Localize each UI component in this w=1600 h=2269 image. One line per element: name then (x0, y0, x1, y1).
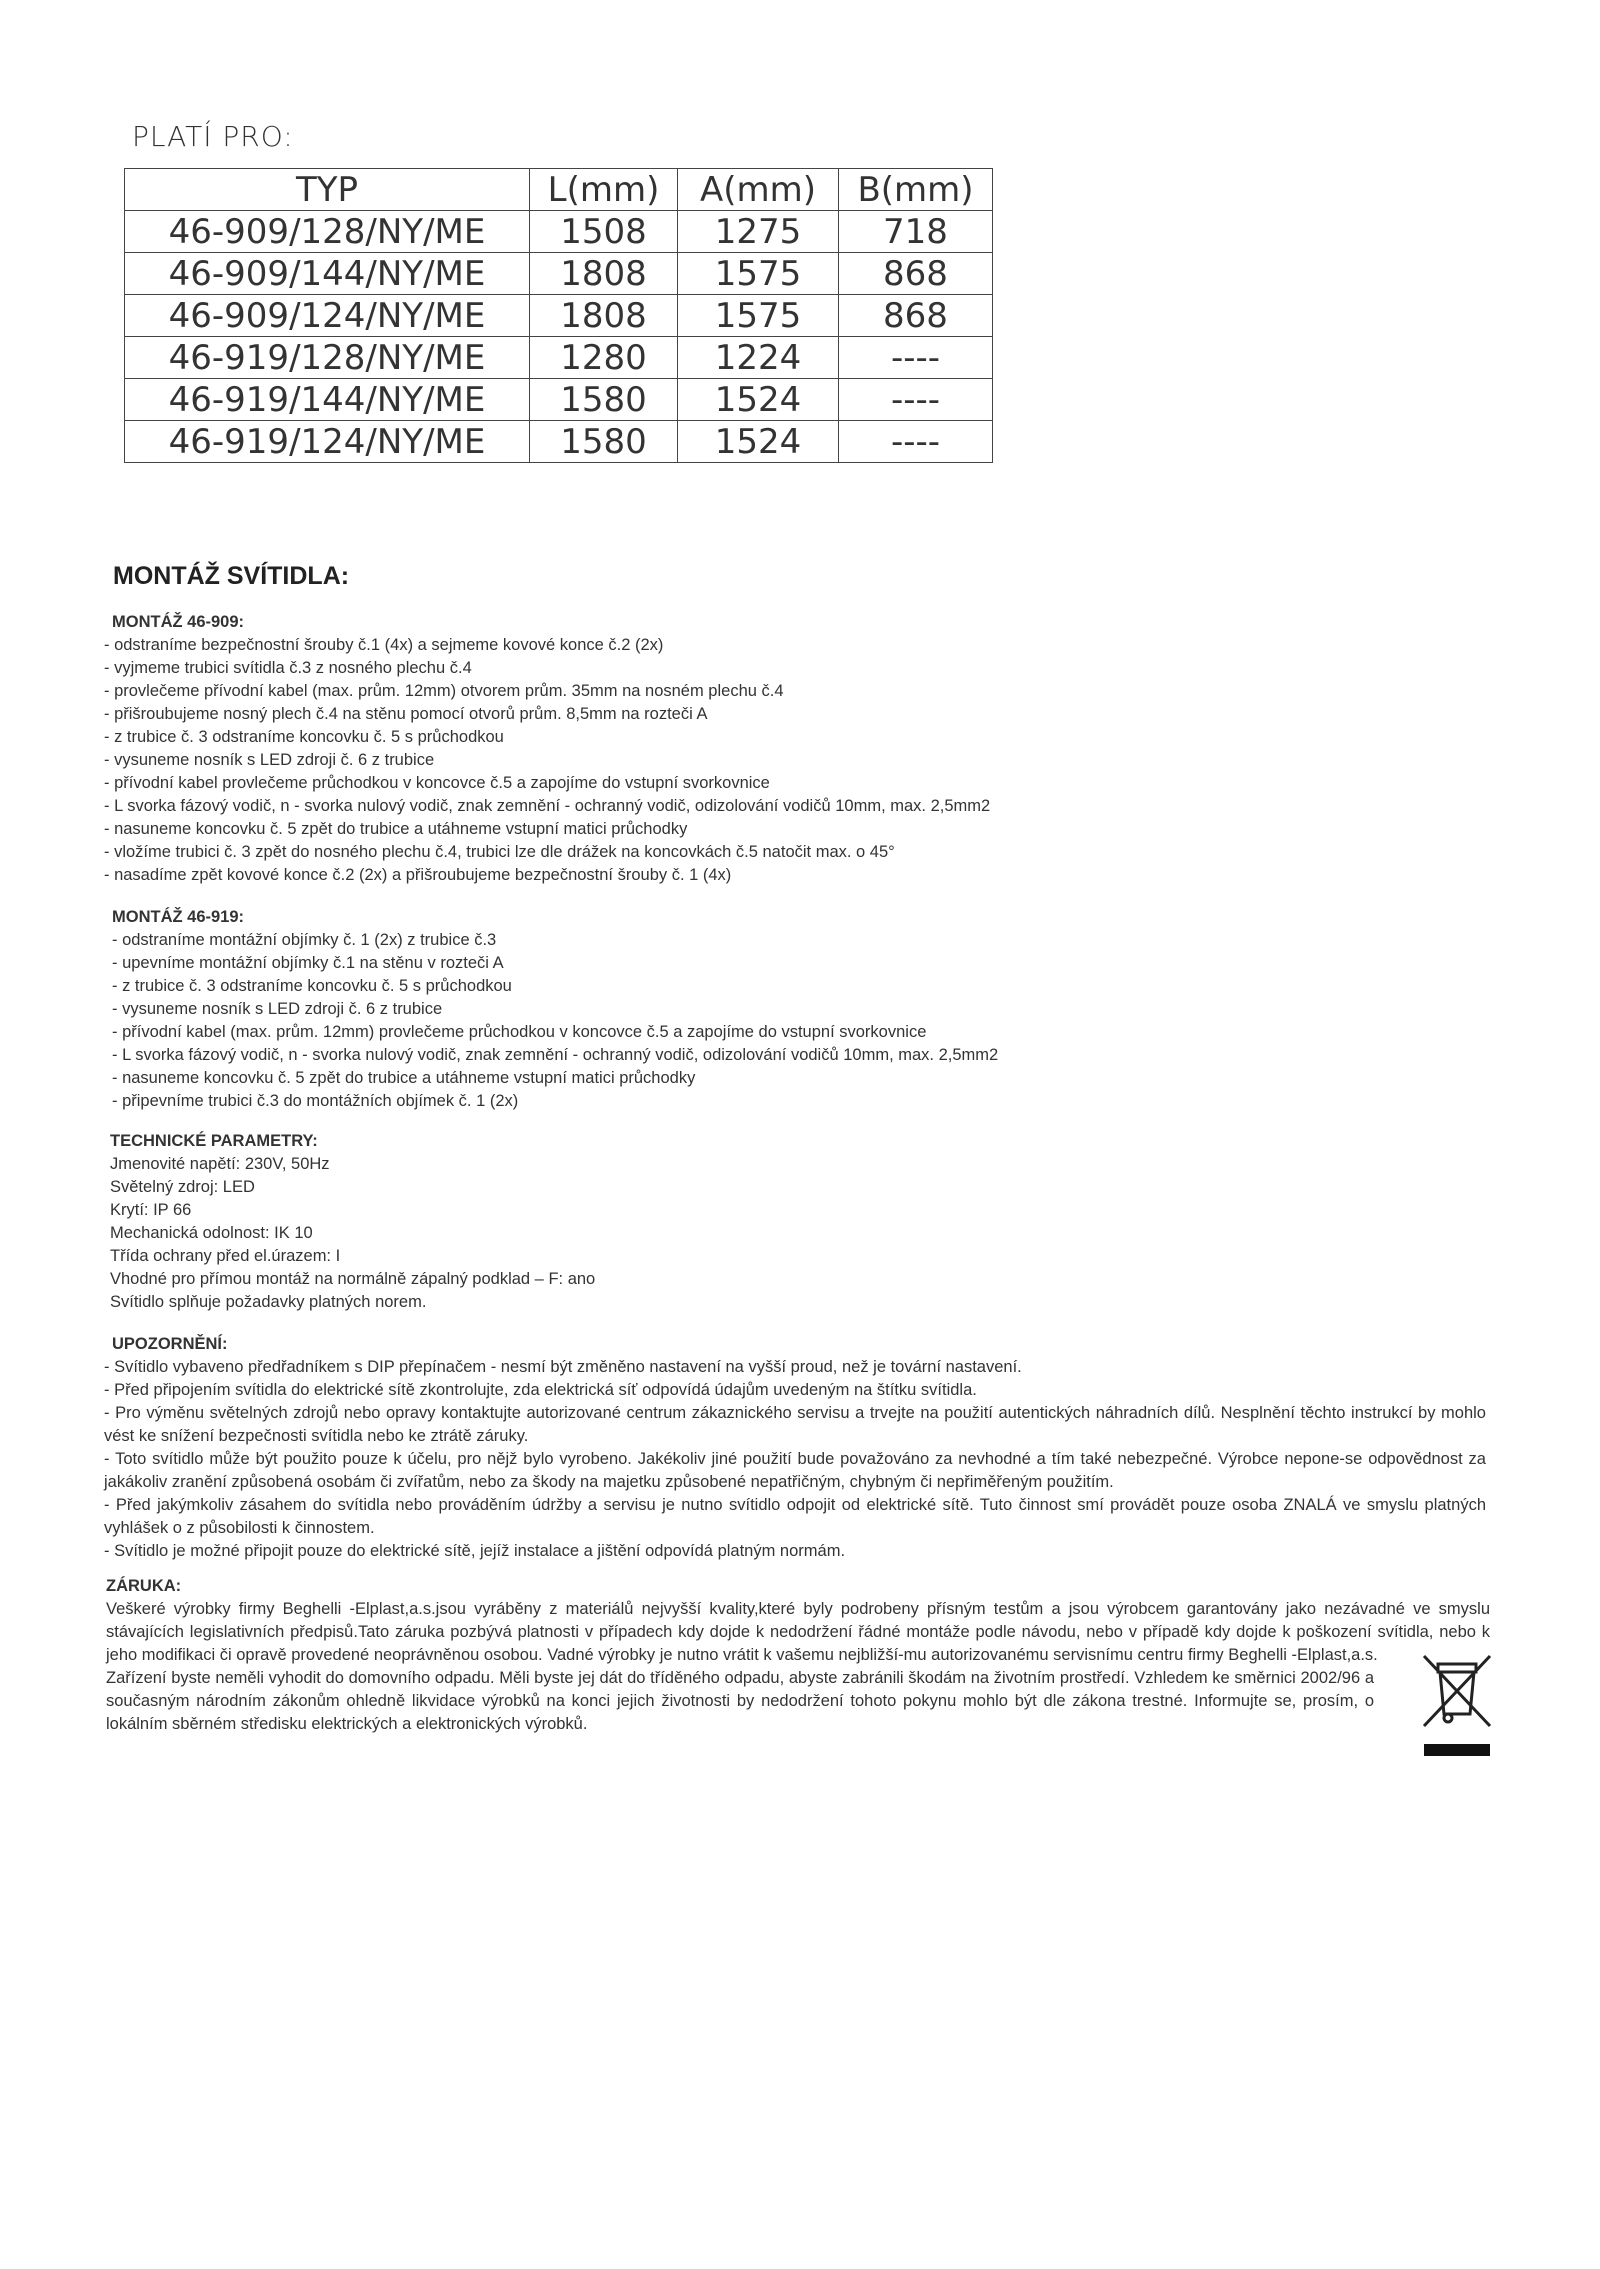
list-item: - vysuneme nosník s LED zdroji č. 6 z trubice (104, 751, 435, 769)
header-typ: TYP (125, 169, 530, 211)
table-row (125, 295, 993, 337)
list-item: - nasuneme koncovku č. 5 zpět do trubice a utáhneme vstupní matici průchodky (104, 820, 688, 838)
cell-b: ---- (839, 379, 993, 421)
list-item: - odstraníme bezpečnostní šrouby č.1 (4x) a sejmeme kovové konce č.2 (2x) (104, 636, 664, 654)
list-item: - z trubice č. 3 odstraníme koncovku č. 5 s průchodkou (104, 728, 504, 746)
cell-l: 1808 (530, 253, 678, 295)
cell-typ: 46-909/124/NY/ME (125, 295, 530, 337)
plati-pro-label: PLATÍ PRO: (132, 120, 294, 153)
param-item: Mechanická odolnost: IK 10 (110, 1224, 313, 1242)
cell-b: 868 (839, 253, 993, 295)
param-item: Světelný zdroj: LED (110, 1178, 255, 1196)
warranty-paragraph: Veškeré výrobky firmy Beghelli -Elplast,a.s.jsou vyráběny z materiálů nejvyšší kvality,které byly podrobeny přísným testům a jsou výrobcem garantovány jako nezávadné ve smyslu stávajících legislativních předpisů.Tato záruka pozbývá platnosti v případech kdy dojde k nedodržení řádné montáže podle návodu, nebo v případě kdy dojde k poškození svítidla, nebo k jeho modifikaci či opravě provedené neoprávněnou osobou. Vadné výrobky je nutno vrátit k vašemu nejbližší-mu autorizovanému servisnímu centru firmy Beghelli -Elplast,a.s. (106, 1600, 1490, 1664)
param-item: Třída ochrany před el.úrazem: I (110, 1247, 341, 1265)
warning-item: - Svítidlo je možné připojit pouze do elektrické sítě, jejíž instalace a jištění odpovídá platným normám. (104, 1542, 846, 1560)
cell-b: 718 (839, 211, 993, 253)
crossed-out-wheelie-bin-icon (1420, 1652, 1494, 1762)
header-l: L(mm) (530, 169, 678, 211)
param-item: Svítidlo splňuje požadavky platných norem. (110, 1293, 427, 1311)
cell-a: 1224 (678, 337, 839, 379)
list-item: - přívodní kabel (max. prům. 12mm) provlečeme průchodkou v koncovce č.5 a zapojíme do vstupní svorkovnice (112, 1023, 927, 1041)
header-b: B(mm) (839, 169, 993, 211)
section-title: MONTÁŽ 46-919: (112, 908, 245, 926)
table-header-row (125, 169, 993, 211)
cell-l: 1280 (530, 337, 678, 379)
disposal-paragraph: Zařízení byste neměli vyhodit do domovního odpadu. Měli byste jej dát do tříděného odpadu, abyste zabránili škodám na životním prostředí. Vzhledem ke směrnici 2002/96 a současným národním zákonům ohledně likvidace výrobků na konci jejich životnosti by nedodržení tohoto pokynu mohlo být dle zákona trestné. Informujte se, prosím, o lokálním sběrném středisku elektrických a elektronických výrobků. (106, 1669, 1374, 1733)
list-item: - provlečeme přívodní kabel (max. prům. 12mm) otvorem prům. 35mm na nosném plechu č.4 (104, 682, 784, 700)
section-title: TECHNICKÉ PARAMETRY: (110, 1132, 318, 1150)
list-item: - vysuneme nosník s LED zdroji č. 6 z trubice (112, 1000, 443, 1018)
table-row (125, 211, 993, 253)
list-item: - nasuneme koncovku č. 5 zpět do trubice a utáhneme vstupní matici průchodky (112, 1069, 696, 1087)
montaz-909-section (104, 611, 990, 887)
cell-typ: 46-919/124/NY/ME (125, 421, 530, 463)
warnings-section (104, 1333, 1486, 1563)
param-item: Vhodné pro přímou montáž na normálně zápalný podklad – F: ano (110, 1270, 596, 1288)
list-item: - přívodní kabel provlečeme průchodkou v koncovce č.5 a zapojíme do vstupní svorkovnice (104, 774, 770, 792)
cell-typ: 46-919/144/NY/ME (125, 379, 530, 421)
cell-typ: 46-909/144/NY/ME (125, 253, 530, 295)
cell-l: 1808 (530, 295, 678, 337)
header-a: A(mm) (678, 169, 839, 211)
warning-item: - Toto svítidlo může být použito pouze k účelu, pro nějž bylo vyrobeno. Jakékoliv jiné použití bude považováno za nevhodné a tím také nebezpečné. Výrobce nepone-se odpovědnost za jakákoliv zranění způsobená osobám či zvířatům, nebo za škody na majetku způsobené nepatřičným, chybným či nepřiměřeným použitím. (104, 1450, 1486, 1491)
list-item: - L svorka fázový vodič, n - svorka nulový vodič, znak zemnění - ochranný vodič, odizolování vodičů 10mm, max. 2,5mm2 (104, 797, 991, 815)
cell-b: ---- (839, 421, 993, 463)
cell-l: 1508 (530, 211, 678, 253)
table-row (125, 421, 993, 463)
list-item: - z trubice č. 3 odstraníme koncovku č. 5 s průchodkou (112, 977, 512, 995)
param-item: Jmenovité napětí: 230V, 50Hz (110, 1155, 330, 1173)
list-item: - upevníme montážní objímky č.1 na stěnu v rozteči A (112, 954, 504, 972)
param-item: Krytí: IP 66 (110, 1201, 192, 1219)
table-row (125, 337, 993, 379)
section-title: MONTÁŽ 46-909: (112, 613, 245, 631)
montaz-919-section (104, 906, 998, 1113)
tech-params-section (110, 1130, 595, 1314)
table-row (125, 379, 993, 421)
cell-b: 868 (839, 295, 993, 337)
warning-item: - Před jakýmkoliv zásahem do svítidla nebo prováděním údržby a servisu je nutno svítidlo odpojit od elektrické sítě. Tuto činnost smí provádět pouze osoba ZNALÁ ve smyslu platných vyhlášek o z působilosti k činnostem. (104, 1496, 1486, 1537)
list-item: - připevníme trubici č.3 do montážních objímek č. 1 (2x) (112, 1092, 519, 1110)
cell-a: 1575 (678, 253, 839, 295)
warning-item: - Pro výměnu světelných zdrojů nebo opravy kontaktujte autorizované centrum zákaznického servisu a trvejte na použití autentických náhradních dílů. Nesplnění těchto instrukcí by mohlo vést ke snížení bezpečnosti svítidla nebo ke ztrátě záruky. (104, 1404, 1486, 1445)
cell-typ: 46-919/128/NY/ME (125, 337, 530, 379)
list-item: - odstraníme montážní objímky č. 1 (2x) z trubice č.3 (112, 931, 497, 949)
table-row (125, 253, 993, 295)
list-item: - L svorka fázový vodič, n - svorka nulový vodič, znak zemnění - ochranný vodič, odizolování vodičů 10mm, max. 2,5mm2 (112, 1046, 999, 1064)
section-title: ZÁRUKA: (106, 1577, 182, 1595)
warranty-section (106, 1575, 1490, 1736)
cell-l: 1580 (530, 421, 678, 463)
montaz-svitidla-heading: MONTÁŽ SVÍTIDLA: (113, 562, 350, 590)
list-item: - vyjmeme trubici svítidla č.3 z nosného plechu č.4 (104, 659, 472, 677)
warning-item: - Svítidlo vybaveno předřadníkem s DIP přepínačem - nesmí být změněno nastavení na vyšší proud, než je tovární nastavení. (104, 1358, 1022, 1376)
section-title: UPOZORNĚNÍ: (112, 1335, 228, 1353)
cell-l: 1580 (530, 379, 678, 421)
warning-item: - Před připojením svítidla do elektrické sítě zkontrolujte, zda elektrická síť odpovídá údajům uvedeným na štítku svítidla. (104, 1381, 977, 1399)
cell-typ: 46-909/128/NY/ME (125, 211, 530, 253)
list-item: - nasadíme zpět kovové konce č.2 (2x) a přišroubujeme bezpečnostní šrouby č. 1 (4x) (104, 866, 732, 884)
cell-b: ---- (839, 337, 993, 379)
cell-a: 1275 (678, 211, 839, 253)
list-item: - vložíme trubici č. 3 zpět do nosného plechu č.4, trubici lze dle drážek na koncovkách č.5 natočit max. o 45° (104, 843, 895, 861)
cell-a: 1524 (678, 379, 839, 421)
product-dimensions-table (124, 168, 993, 463)
cell-a: 1524 (678, 421, 839, 463)
list-item: - přišroubujeme nosný plech č.4 na stěnu pomocí otvorů prům. 8,5mm na rozteči A (104, 705, 708, 723)
cell-a: 1575 (678, 295, 839, 337)
